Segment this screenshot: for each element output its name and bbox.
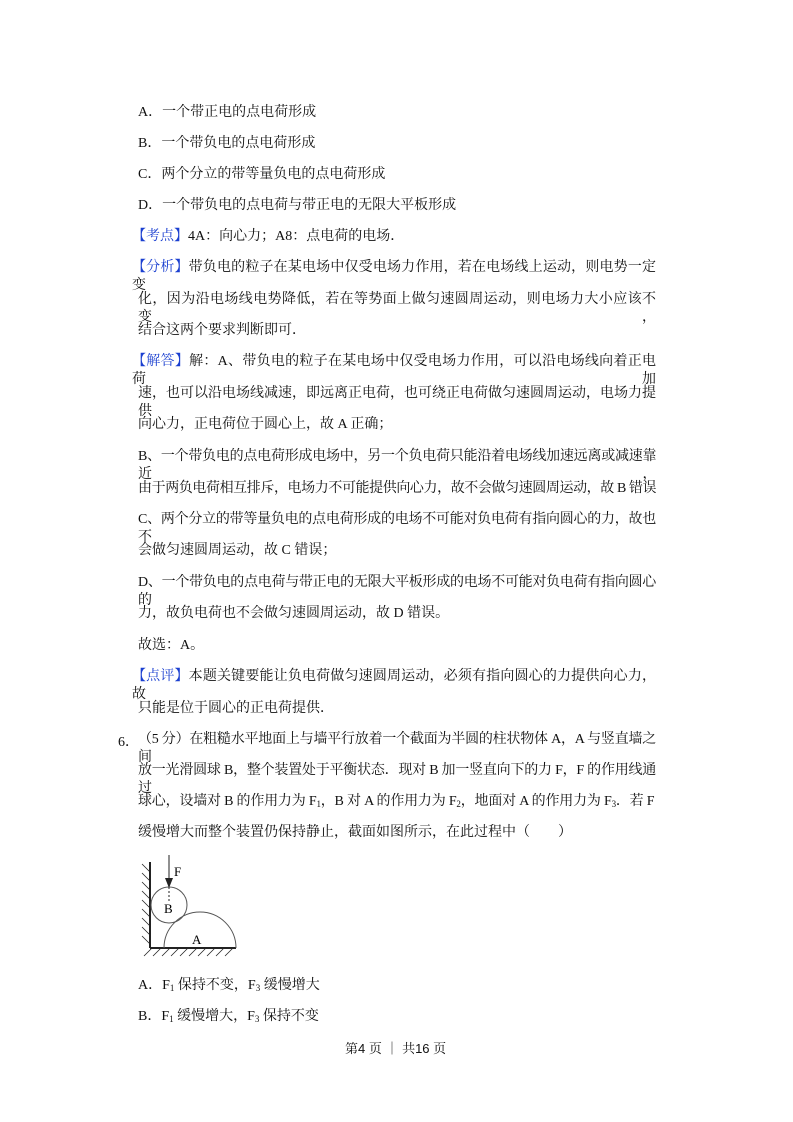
force-diagram (140, 850, 250, 960)
page-footer: 第4 页 ｜ 共16 页 (345, 1041, 447, 1056)
t: 球心，设墙对 B 的作用力为 F (138, 794, 317, 809)
t: 保持不变，F (174, 978, 256, 993)
kaodian (132, 228, 650, 246)
question-line: 放一光滑圆球 B，整个装置处于平衡状态．现对 B 加一竖直向下的力 F，F 的作用线通过 (138, 763, 656, 796)
fenxi-tag: 【分析】 (132, 260, 189, 275)
sub: 1 (169, 1014, 174, 1024)
sub: 1 (316, 799, 321, 809)
t: B．F (138, 1009, 170, 1024)
question-line: 缓慢增大而整个装置仍保持静止，截面如图所示，在此过程中（ ） (138, 825, 572, 840)
t: ，地面对 A 的作用力为 F (460, 794, 612, 809)
sub: 3 (611, 799, 616, 809)
option-a: A．一个带正电的点电荷形成 (138, 105, 317, 120)
question-line: （5 分）在粗糙水平地面上与墙平行放着一个截面为半圆的柱状物体 A，A 与竖直墙之间 (138, 732, 656, 765)
t: ，B 对 A 的作用力为 F (320, 794, 457, 809)
t: ．若 F (615, 794, 655, 809)
jieda-tag: 【解答】 (132, 354, 190, 369)
kaodian-text: 4A：向心力；A8：点电荷的电场． (188, 229, 405, 244)
dianping-text: 本题关键要能让负电荷做匀速圆周运动，必须有指向圆心的力提供向心力，故 (132, 669, 657, 702)
question-line (138, 793, 656, 811)
option-d: D．一个带负电的点电荷与带正电的无限大平板形成 (138, 198, 457, 213)
option-b: B．一个带负电的点电荷形成 (138, 136, 316, 151)
jieda-text: 解：A、带负电的粒子在某电场中仅受电场力作用，可以沿电场线向着正电荷加 (132, 354, 657, 387)
fenxi-line (132, 259, 657, 293)
jieda-line: 向心力，正电荷位于圆心上，故 A 正确； (138, 417, 393, 432)
dianping-line (132, 668, 657, 702)
jieda-line: C、两个分立的带等量负电的点电荷形成的电场不可能对负电荷有指向圆心的力，故也不 (138, 512, 656, 545)
floor-hatch (144, 948, 233, 956)
option-b (138, 1008, 656, 1026)
jieda-line: 速，也可以沿电场线减速，即远离正电荷，也可绕正电荷做匀速圆周运动，电场力提供 (138, 386, 656, 419)
label-a: A (192, 932, 202, 947)
jieda-line: B、一个带负电的点电荷形成电场中，另一个负电荷只能沿着电场线加速远离或减速靠近， (138, 449, 656, 482)
sub: 3 (255, 983, 261, 993)
fenxi-line: 结合这两个要求判断即可． (138, 323, 306, 338)
jieda-line: 力，故负电荷也不会做匀速圆周运动，故 D 错误。 (138, 606, 450, 621)
dianping-tag: 【点评】 (132, 669, 189, 684)
t: 保持不变 (259, 1009, 319, 1024)
fenxi-line: 化，因为沿电场线电势降低，若在等势面上做匀速圆周运动，则电场力大小应该不变， (138, 292, 656, 325)
t: 缓慢增大 (260, 978, 320, 993)
sub: 1 (169, 983, 175, 993)
sub: 2 (456, 799, 461, 809)
option-c: C．两个分立的带等量负电的点电荷形成 (138, 167, 386, 182)
fenxi-text: 带负电的粒子在某电场中仅受电场力作用，若在电场线上运动，则电势一定变 (132, 260, 657, 293)
label-b: B (164, 901, 173, 916)
arrow-head-icon (165, 878, 173, 888)
question-number: 6． (118, 735, 139, 750)
dianping-line: 只能是位于圆心的正电荷提供． (138, 701, 334, 716)
sub: 3 (254, 1014, 260, 1024)
t: A．F (138, 978, 170, 993)
jieda-line (132, 353, 657, 387)
kaodian-tag: 【考点】 (132, 229, 188, 244)
jieda-line: 由于两负电荷相互排斥，电场力不可能提供向心力，故不会做匀速圆周运动，故 B 错误 (138, 481, 656, 496)
option-a (138, 977, 656, 995)
jieda-line: D、一个带负电的点电荷与带正电的无限大平板形成的电场不可能对负电荷有指向圆心的 (138, 575, 656, 608)
wall-hatch (142, 864, 150, 944)
t: 缓慢增大，F (173, 1009, 255, 1024)
label-f: F (174, 864, 182, 879)
jieda-line: 故选：A。 (138, 638, 205, 653)
jieda-line: 会做匀速圆周运动，故 C 错误； (138, 543, 337, 558)
